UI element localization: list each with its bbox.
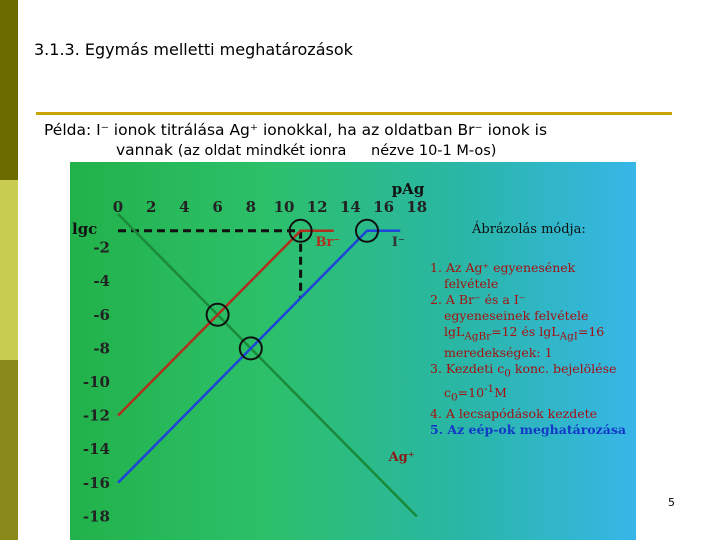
lgl-agi-value: =16 — [577, 324, 605, 339]
x-tick-label: 14 — [339, 198, 361, 216]
step-3-text-2: konc. bejelölése — [510, 360, 617, 376]
x-tick-label: 18 — [406, 198, 428, 216]
agbr-sub: AgBr — [464, 330, 492, 343]
sidebar-bar-middle — [0, 180, 18, 360]
c-label: c — [444, 385, 452, 401]
c0-sub: 0 — [504, 367, 511, 379]
c0-value: =10 — [457, 385, 485, 401]
series-line — [118, 214, 417, 516]
i-line-label: I⁻ — [391, 234, 405, 250]
x-tick-label: 4 — [179, 198, 190, 216]
x-tick-label: 6 — [212, 198, 223, 216]
subtitle-line-1: Példa: I⁻ ionok titrálása Ag⁺ ionokkal, ha az oldatban Br⁻ ionok is — [44, 121, 548, 139]
step-2-slopes: meredekségek: 1 — [444, 344, 553, 360]
page-number: 5 — [668, 496, 675, 509]
lgl-label: lgL — [444, 324, 465, 339]
step-5: 5. Az eép-ok meghatározása — [430, 421, 626, 437]
x-tick-label: 10 — [273, 198, 295, 216]
subtitle-line-2 — [116, 140, 547, 161]
y-tick-label: -2 — [93, 238, 110, 257]
y-tick-label: -4 — [93, 272, 110, 291]
y-tick-label: -14 — [82, 440, 110, 459]
sidebar-bar-top — [0, 0, 18, 180]
y-tick-label: -8 — [93, 339, 110, 358]
y-axis-title: lgc — [72, 220, 98, 238]
x-tick-label: 16 — [373, 198, 395, 216]
x-tick-label: 0 — [112, 198, 124, 216]
subtitle-line-2-c: nézve 10-1 M-os) — [371, 143, 497, 159]
slide-title: 3.1.3. Egymás melletti meghatározások — [34, 40, 353, 59]
y-tick-label: -16 — [82, 473, 110, 492]
c0-sub-2: 0 — [451, 391, 458, 404]
ag-line-label: Ag⁺ — [388, 449, 415, 465]
br-line-label: Br⁻ — [315, 234, 341, 250]
sidebar-bar-bottom — [0, 360, 18, 540]
y-tick-label: -18 — [82, 507, 110, 526]
y-tick-label: -6 — [93, 305, 110, 324]
step-3 — [430, 361, 635, 382]
x-tick-label: 2 — [145, 198, 157, 216]
step-2-cont: egyeneseinek felvétele — [444, 308, 589, 323]
legend-title: Ábrázolás módja: — [472, 222, 586, 237]
step-1: 1. Az Ag⁺ egyenesének — [430, 260, 576, 275]
x-tick-label: 8 — [245, 198, 257, 216]
slide-subtitle — [44, 120, 547, 161]
steps-list — [430, 260, 635, 438]
step-2: 2. A Br⁻ és a I⁻ — [430, 292, 526, 307]
subtitle-line-2-b: (az oldat mindkét ionra — [177, 143, 347, 159]
title-divider — [36, 112, 672, 115]
agi-sub: AgI — [559, 330, 578, 343]
x-tick-label: 12 — [306, 198, 328, 216]
c0-unit: M — [494, 385, 507, 401]
step-3-value — [430, 381, 635, 406]
step-4: 4. A lecsapódások kezdete — [430, 405, 598, 421]
step-2-constants — [430, 324, 635, 345]
lgl-agbr-value: =12 és lgL — [491, 324, 560, 339]
y-tick-label: -10 — [82, 373, 110, 391]
subtitle-line-2-a: vannak — [116, 141, 173, 159]
step-1-cont: felvétele — [444, 276, 499, 291]
step-3-text: 3. Kezdeti c — [430, 360, 505, 376]
y-tick-label: -12 — [82, 406, 110, 425]
c0-exp: -1 — [484, 383, 495, 395]
x-axis-title: pAg — [391, 180, 425, 198]
